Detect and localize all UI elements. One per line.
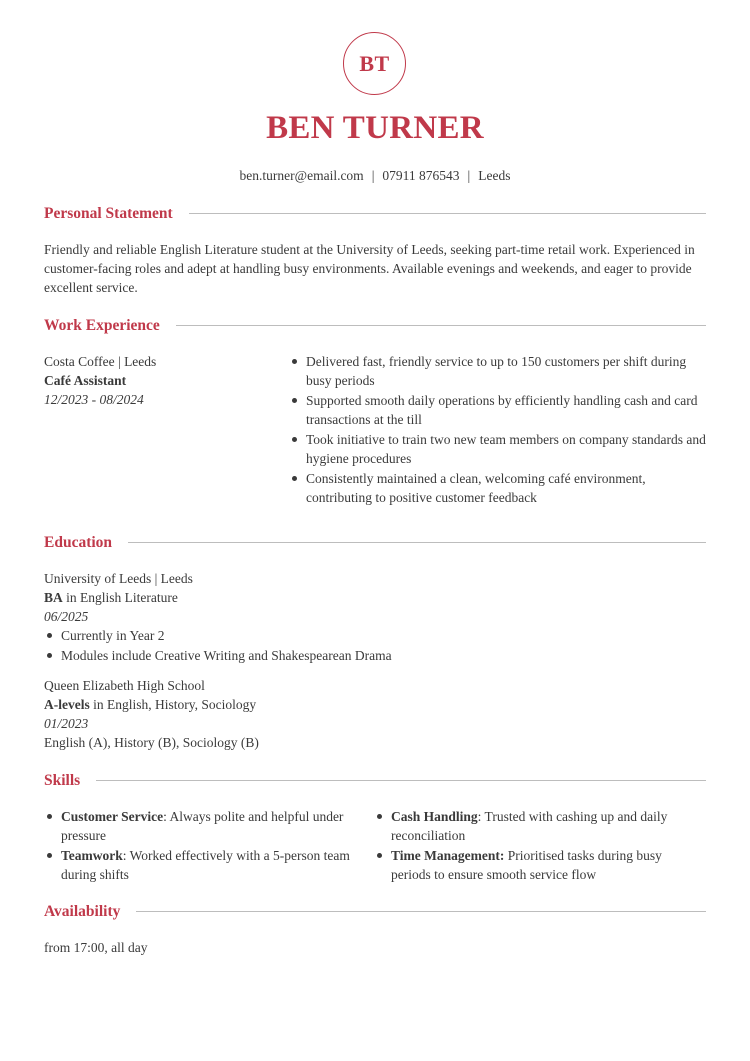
education-degree: A-levels (44, 697, 90, 712)
education-date: 01/2023 (44, 716, 89, 731)
skill-description: : Always polite and helpful under pressure (61, 809, 344, 843)
section-divider (136, 911, 706, 912)
education-degree: BA (44, 590, 63, 605)
list-item: Currently in Year 2 (44, 626, 704, 645)
education-school: Queen Elizabeth High School (44, 678, 205, 693)
education-bullets (44, 626, 704, 665)
education-school: University of Leeds | Leeds (44, 571, 193, 586)
section-title: Skills (44, 772, 81, 789)
monogram-initials: BT (359, 51, 390, 76)
list-item: Consistently maintained a clean, welcoming café environment, contributing to positive customer feedback (289, 469, 709, 507)
education-qualification (44, 588, 704, 607)
candidate-name: BEN TURNER (266, 110, 484, 146)
skill-description: : Trusted with cashing up and daily reconciliation (391, 809, 668, 843)
education-qualification (44, 695, 704, 714)
section-title: Work Experience (44, 317, 160, 334)
skill-name: Teamwork (61, 848, 123, 863)
skill-name: Cash Handling (391, 809, 478, 824)
section-title: Personal Statement (44, 205, 173, 222)
section-header-work-experience (44, 316, 706, 335)
skill-item (374, 846, 694, 884)
section-divider (189, 213, 706, 214)
section-header-personal-statement (44, 204, 706, 223)
availability-text: from 17:00, all day (44, 940, 148, 955)
contact-line (0, 166, 750, 185)
contact-separator: | (371, 168, 375, 183)
section-title: Availability (44, 903, 121, 920)
skill-item (44, 807, 364, 845)
personal-statement-text: Friendly and reliable English Literature student at the University of Leeds, seeking part-time retail work. Experienced in customer-facing roles and adept at handling busy environments. Available evenings and weekends, and eager to provide excellent service. (44, 242, 695, 295)
section-header-education (44, 533, 706, 552)
contact-email[interactable]: ben.turner@email.com (239, 168, 364, 183)
job-bullets (289, 352, 709, 508)
list-item: Took initiative to train two new team members on company standards and hygiene procedures (289, 430, 709, 468)
education-date: 06/2025 (44, 609, 89, 624)
job-employer: Costa Coffee | Leeds (44, 354, 157, 369)
skill-description: Prioritised tasks during busy periods to ensure smooth service flow (391, 848, 662, 882)
contact-phone[interactable]: 07911 876543 (382, 168, 460, 183)
skills-column-right (374, 807, 694, 885)
list-item: Supported smooth daily operations by efficiently handling cash and card transactions at the till (289, 391, 709, 429)
skill-description: : Worked effectively with a 5-person team during shifts (61, 848, 350, 882)
job-role: Café Assistant (44, 373, 127, 388)
education-entry (44, 569, 704, 666)
job-dates: 12/2023 - 08/2024 (44, 392, 144, 407)
list-item: Modules include Creative Writing and Shakespearean Drama (44, 646, 704, 665)
skill-name: Customer Service (61, 809, 164, 824)
list-item: Delivered fast, friendly service to up to 150 customers per shift during busy periods (289, 352, 709, 390)
section-divider (128, 542, 706, 543)
education-subject: in English, History, Sociology (89, 697, 257, 712)
education-details: English (A), History (B), Sociology (B) (44, 735, 259, 750)
section-header-availability (44, 902, 706, 921)
section-title: Education (44, 534, 113, 551)
section-divider (96, 780, 706, 781)
monogram-badge (343, 32, 406, 95)
job-meta (44, 352, 284, 409)
education-entry (44, 676, 704, 752)
section-header-skills (44, 771, 706, 790)
skill-item (374, 807, 694, 845)
skill-name: Time Management: (391, 848, 505, 863)
section-divider (176, 325, 706, 326)
skill-item (44, 846, 364, 884)
skills-column-left (44, 807, 364, 885)
contact-location: Leeds (478, 168, 511, 183)
education-subject: in English Literature (62, 590, 178, 605)
contact-separator: | (467, 168, 471, 183)
